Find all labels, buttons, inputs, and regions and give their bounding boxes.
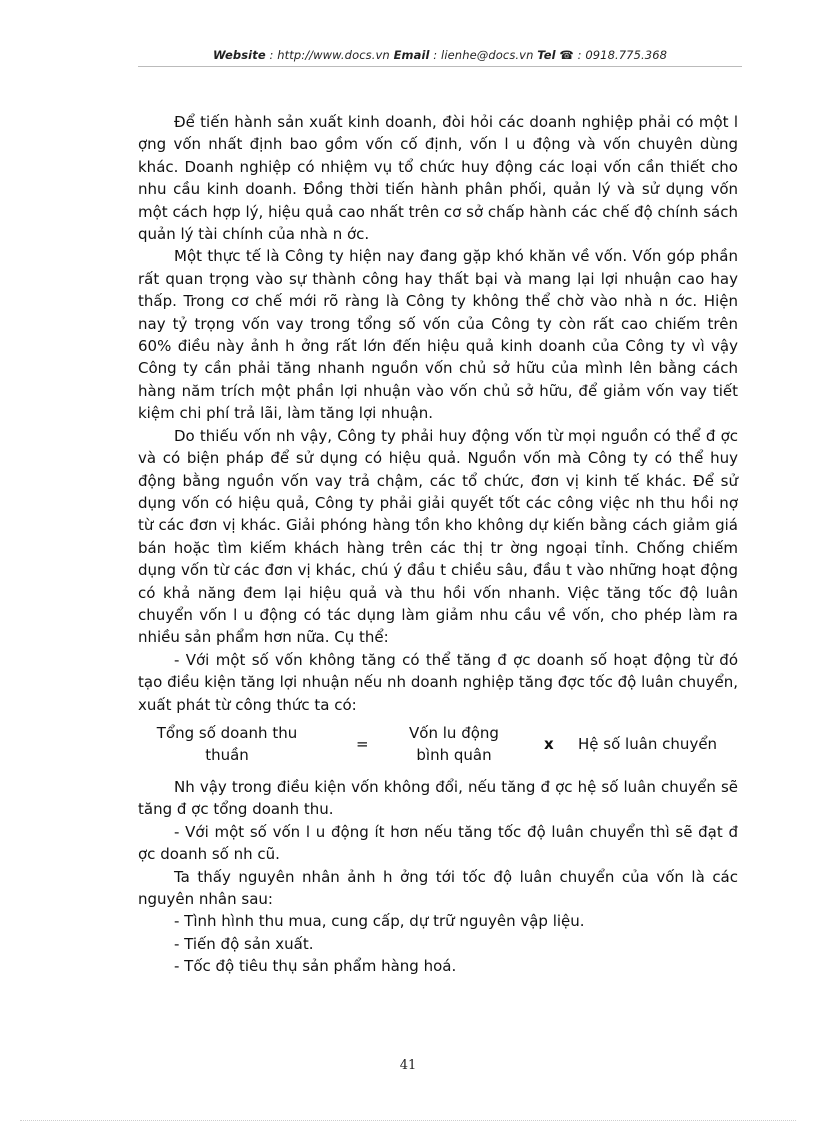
list-item: - Tình hình thu mua, cung cấp, dự trữ nguyên vập liệu.: [174, 912, 585, 931]
tel-separator: :: [573, 48, 586, 62]
tel-number: 0918.775.368: [585, 48, 668, 62]
tel-label: Tel: [537, 48, 556, 62]
email-label: Email: [393, 48, 430, 62]
formula-times: x: [544, 734, 554, 753]
formula-working-capital: [394, 722, 514, 766]
turnover-formula: [138, 722, 738, 770]
formula-equals: =: [356, 734, 369, 753]
phone-icon: ☎: [559, 48, 574, 62]
formula-turnover-ratio: Hệ số luân chuyển: [578, 734, 718, 753]
email-address[interactable]: lienhe@docs.vn: [441, 48, 534, 62]
list-item: - Tốc độ tiêu thụ sản phẩm hàng hoá.: [174, 957, 457, 976]
formula-revenue-line1: Tổng số doanh thu: [156, 723, 298, 742]
paragraph-causes: Ta thấy nguyên nhân ảnh h ởng tới tốc độ luân chuyển của vốn là các nguyên nhân sau:: [138, 867, 738, 908]
formula-revenue-line2: thuần: [205, 745, 249, 764]
header-divider: [138, 66, 742, 67]
paragraph-turnover-benefit: - Với một số vốn không tăng có thể tăng đ ợc doanh số hoạt động từ đó tạo điều kiện tăng lợi nhuận nếu nh doanh nghiệp tăng đợc tốc độ luân chuyển, xuất phát từ công thức ta có:: [138, 650, 738, 714]
email-separator: :: [429, 48, 442, 62]
paragraph-capital-difficulty: Một thực tế là Công ty hiện nay đang gặp khó khăn về vốn. Vốn góp phần rất quan trọng vào sự thành công hay thất bại và mang lại lợi nhuận cao hay thấp. Trong cơ chế mới rõ ràng là Công ty không thể chờ vào nhà n ớc. Hiện nay tỷ trọng vốn vay trong tổng số vốn của Công ty còn rất cao chiếm trên 60% điều này ảnh h ởng rất lớn đến hiệu quả kinh doanh của Công ty vì vậy Công ty cần phải tăng nhanh nguồn vốn chủ sở hữu của mình lên bằng cách hàng năm trích một phần lợi nhuận vào vốn chủ sở hữu, để giảm vốn vay tiết kiệm chi phí trả lãi, làm tăng lợi nhuận.: [138, 247, 738, 423]
website-separator: :: [265, 48, 278, 62]
page-number: 41: [399, 1058, 417, 1073]
paragraph-constant-capital: Nh vậy trong điều kiện vốn không đổi, nếu tăng đ ợc hệ số luân chuyển sẽ tăng đ ợc tổng doanh thu.: [138, 777, 738, 819]
paragraph-capital-need: Để tiến hành sản xuất kinh doanh, đòi hỏi các doanh nghiệp phải có một l ợng vốn nhất định bao gồm vốn cố định, vốn l u động và vốn chuyên dùng khác. Doanh nghiệp có nhiệm vụ tổ chức huy động các loại vốn cần thiết cho nhu cầu kinh doanh. Đồng thời tiến hành phân phối, quản lý và sử dụng vốn một cách hợp lý, hiệu quả cao nhất trên cơ sở chấp hành các chế độ chính sách quản lý tài chính của nhà n ớc.: [138, 113, 738, 244]
website-url[interactable]: http://www.docs.vn: [277, 48, 390, 62]
list-item: - Tiến độ sản xuất.: [174, 934, 314, 953]
paragraph-capital-mobilization: Do thiếu vốn nh vậy, Công ty phải huy động vốn từ mọi nguồn có thể đ ợc và có biện pháp để sử dụng có hiệu quả. Nguồn vốn mà Công ty có thể huy động bằng nguồn vốn vay trả chậm, các tổ chức, đơn vị kinh tế khác. Để sử dụng vốn có hiệu quả, Công ty phải giải quyết tốt các công việc nh thu hồi nợ từ các đơn vị khác. Giải phóng hàng tồn kho không dự kiến bằng cách giảm giá bán hoặc tìm kiếm khách hàng trên các thị tr ờng ngoại tỉnh. Chống chiếm dụng vốn từ các đơn vị khác, chú ý đầu t chiều sâu, đầu t vào những hoạt động có khả năng đem lại hiệu quả và thu hồi vốn nhanh. Việc tăng tốc độ luân chuyển vốn l u động có tác dụng làm giảm nhu cầu về vốn, cho phép làm ra nhiều sản phẩm hơn nữa. Cụ thể:: [138, 426, 738, 647]
website-label: Website: [212, 48, 266, 62]
formula-working-capital-line2: bình quân: [416, 745, 492, 764]
formula-revenue: [152, 722, 302, 766]
paragraph-less-capital: - Với một số vốn l u động ít hơn nếu tăng tốc độ luân chuyển thì sẽ đạt đ ợc doanh số nh cũ.: [138, 822, 738, 864]
formula-working-capital-line1: Vốn lu động: [409, 723, 499, 742]
page-header: [138, 48, 742, 62]
footer-divider: [20, 1120, 796, 1121]
document-body: [138, 111, 738, 978]
